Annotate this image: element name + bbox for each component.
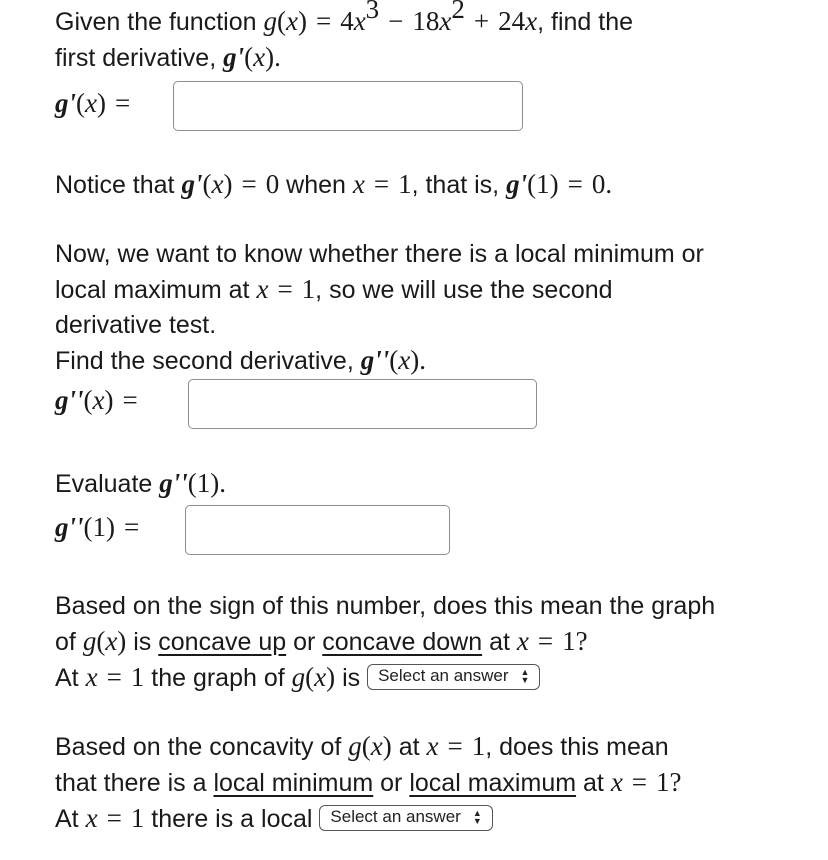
- second-derivative-input[interactable]: [188, 379, 537, 429]
- extremum-question: Based on the concavity of g(x) at x = 1, does this mean that there is a local minimum or local maximum at x = 1? At x = 1 there is a local Select an answer ▲ ▼: [55, 731, 682, 833]
- local-minimum-term: local minimum: [213, 769, 374, 797]
- local-maximum-term: local maximum: [409, 769, 577, 797]
- notice-statement: Notice that g'(x) = 0 when x = 1, that is, g'(1) = 0.: [55, 169, 613, 199]
- select-arrows-icon: ▲ ▼: [520, 666, 530, 685]
- evaluate-prompt: Evaluate g''(1).: [55, 468, 227, 498]
- first-derivative-label: g'(x) =: [55, 88, 131, 118]
- first-derivative-input[interactable]: [173, 81, 523, 131]
- concavity-question: Based on the sign of this number, does this mean the graph of g(x) is concave up or concave down at x = 1? At x = 1 the graph of g(x) is Select an answer ▲ ▼: [55, 592, 716, 692]
- concave-up-term: concave up: [158, 628, 287, 656]
- concavity-select[interactable]: Select an answer ▲ ▼: [367, 664, 540, 690]
- second-derivative-intro: Now, we want to know whether there is a local minimum or local maximum at x = 1, so we will use the second derivative test. Find the second derivative, g''(x).: [55, 240, 704, 375]
- select-arrows-icon: ▲ ▼: [472, 807, 482, 826]
- extremum-select[interactable]: Select an answer ▲ ▼: [319, 805, 492, 831]
- evaluate-input[interactable]: [185, 505, 450, 555]
- second-derivative-label: g''(x) =: [55, 385, 138, 415]
- question-first-derivative: Given the function $g(x) = 4x^3 - 18x^2 + 24x$, find the first derivative, g'(x).: [55, 0, 634, 72]
- concave-down-term: concave down: [322, 628, 483, 656]
- evaluate-label: g''(1) =: [55, 512, 140, 542]
